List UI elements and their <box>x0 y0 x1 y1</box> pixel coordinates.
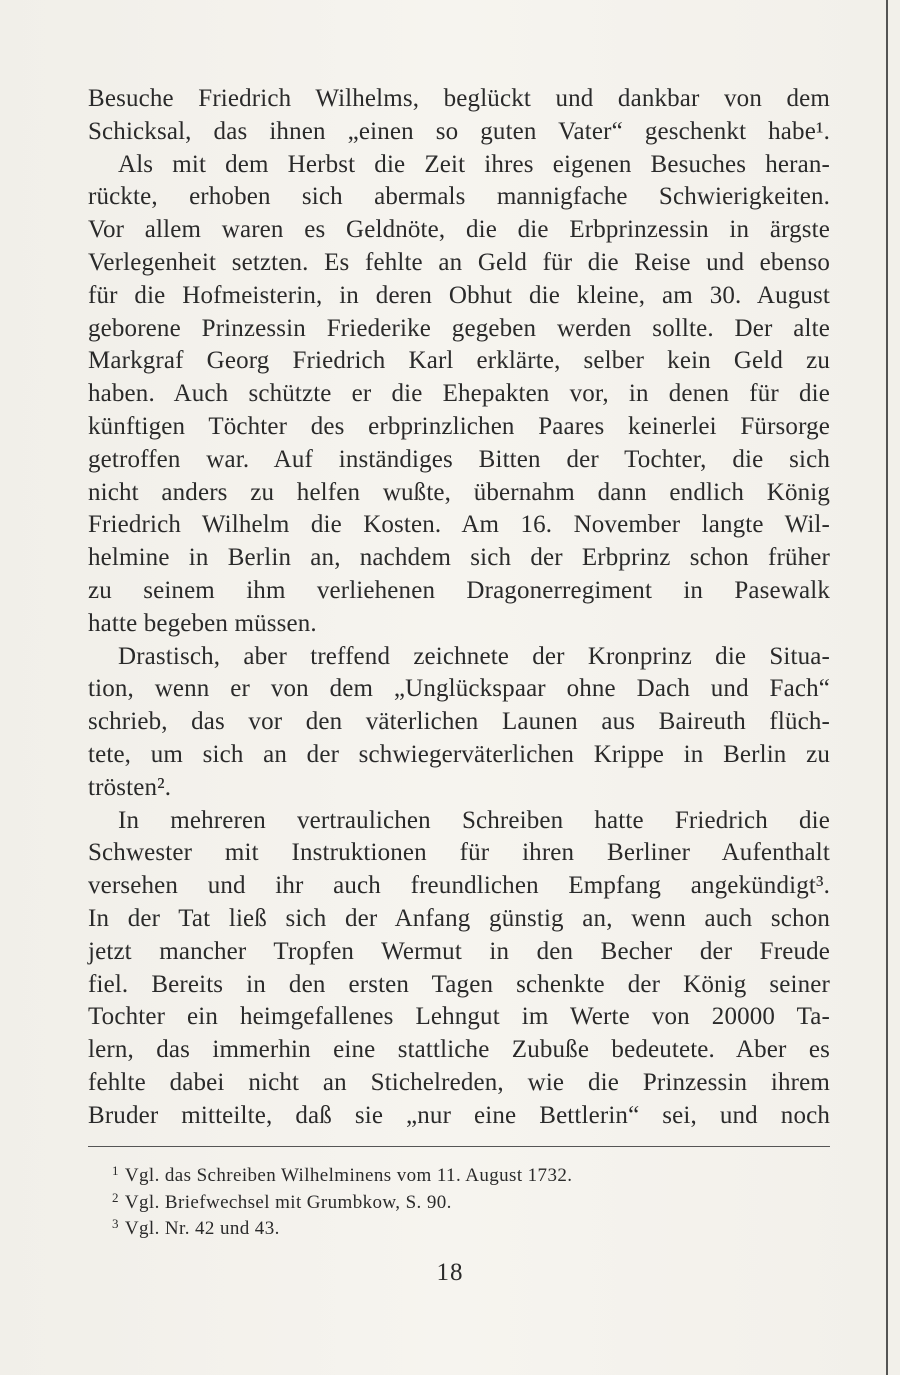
text-line: Schicksal, das ihnen „einen so guten Vater“ geschenkt habe¹. <box>88 117 830 145</box>
footnote-mark: 1 <box>112 1163 119 1178</box>
text-line: rückte, erhoben sich abermals mannigfache Schwierigkeiten. <box>88 183 830 211</box>
text-line: für die Hofmeisterin, in deren Obhut die kleine, am 30. August <box>88 281 830 309</box>
text-line: trösten². <box>88 773 172 801</box>
footnote <box>112 1211 812 1238</box>
text-line: Tochter ein heimgefallenes Lehngut im Werte von 20000 Ta- <box>88 1003 830 1031</box>
page-edge-shadow <box>886 0 888 1375</box>
footnote <box>112 1158 812 1185</box>
text-line: künftigen Töchter des erbprinzlichen Paares keinerlei Fürsorge <box>88 412 830 440</box>
text-line: fehlte dabei nicht an Stichelreden, wie die Prinzessin ihrem <box>88 1068 830 1096</box>
text-line: schrieb, das vor den väterlichen Launen aus Baireuth flüch- <box>88 708 830 736</box>
page-number: 18 <box>436 1259 464 1286</box>
text-line: nicht anders zu helfen wußte, übernahm dann endlich König <box>88 478 830 506</box>
footnote-text: Vgl. das Schreiben Wilhelminens vom 11. August 1732. <box>124 1165 573 1186</box>
text-line: getroffen war. Auf inständiges Bitten der Tochter, die sich <box>88 445 830 473</box>
text-line: Vor allem waren es Geldnöte, die die Erbprinzessin in ärgste <box>88 216 830 244</box>
text-line: jetzt mancher Tropfen Wermut in den Becher der Freude <box>88 937 830 965</box>
footnote-text: Vgl. Briefwechsel mit Grumbkow, S. 90. <box>124 1191 452 1213</box>
text-line: geborene Prinzessin Friederike gegeben werden sollte. Der alte <box>88 314 830 342</box>
text-line: Friedrich Wilhelm die Kosten. Am 16. November langte Wil- <box>88 511 830 539</box>
text-line: helmine in Berlin an, nachdem sich der Erbprinz schon früher <box>88 544 830 572</box>
text-line: fiel. Bereits in den ersten Tagen schenkte der König seiner <box>88 970 830 998</box>
text-line: Als mit dem Herbst die Zeit ihres eigenen Besuches heran- <box>118 150 830 178</box>
text-line: In mehreren vertraulichen Schreiben hatte Friedrich die <box>118 806 830 834</box>
text-line: Verlegenheit setzten. Es fehlte an Geld für die Reise und ebenso <box>88 248 830 276</box>
footnote-mark: 3 <box>112 1216 119 1231</box>
text-line: Bruder mitteilte, daß sie „nur eine Bettlerin“ sei, und noch <box>88 1101 830 1129</box>
text-line: In der Tat ließ sich der Anfang günstig an, wenn auch schon <box>88 904 830 932</box>
text-line: zu seinem ihm verliehenen Dragonerregiment in Pasewalk <box>88 576 830 604</box>
text-line: Besuche Friedrich Wilhelms, beglückt und dankbar von dem <box>88 85 830 112</box>
footnote-mark: 2 <box>112 1189 119 1205</box>
text-line: haben. Auch schützte er die Ehepakten vor, in denen für die <box>88 380 830 408</box>
footnote-separator <box>88 1146 830 1147</box>
footnote-text: Vgl. Nr. 42 und 43. <box>124 1218 280 1239</box>
text-line: Drastisch, aber treffend zeichnete der Kronprinz die Situa- <box>118 642 830 670</box>
text-line: tete, um sich an der schwiegerväterlichen Krippe in Berlin zu <box>88 740 830 768</box>
footnotes <box>112 1158 812 1238</box>
text-line: Schwester mit Instruktionen für ihren Berliner Aufenthalt <box>88 839 830 867</box>
text-line: Markgraf Georg Friedrich Karl erklärte, selber kein Geld zu <box>88 347 830 375</box>
text-line: tion, wenn er von dem „Unglückspaar ohne Dach und Fach“ <box>88 675 830 703</box>
text-line: versehen und ihr auch freundlichen Empfang angekündigt³. <box>88 872 830 900</box>
body-text <box>88 83 830 1133</box>
text-line: lern, das immerhin eine stattliche Zubuße bedeutete. Aber es <box>88 1036 830 1064</box>
footnote <box>112 1185 812 1212</box>
text-line: hatte begeben müssen. <box>88 609 317 637</box>
